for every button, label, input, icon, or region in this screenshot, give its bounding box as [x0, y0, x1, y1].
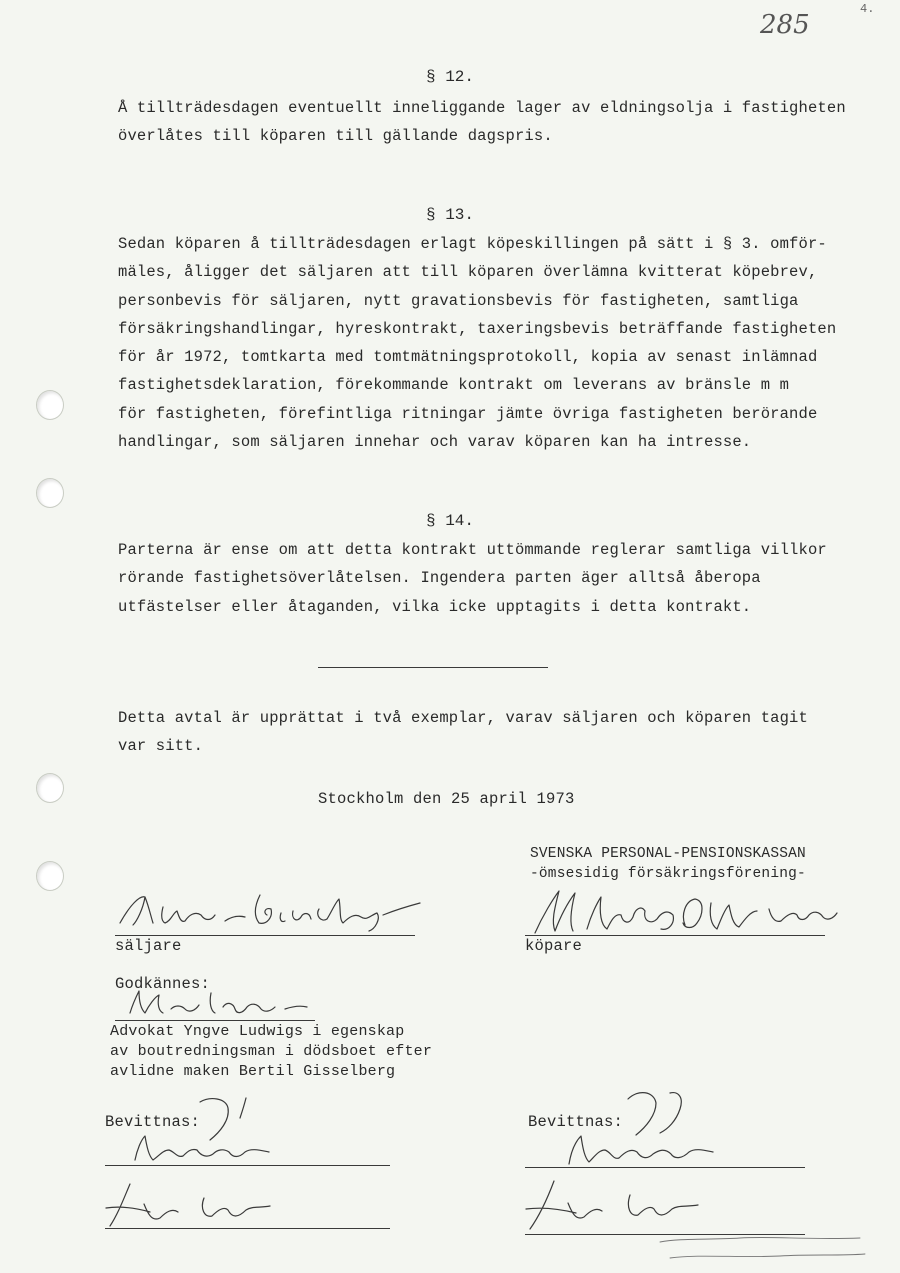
seller-label: säljare	[115, 937, 182, 955]
witness-left-signature-2	[100, 1178, 280, 1230]
text-line: handlingar, som säljaren innehar och varav köparen kan ha intresse.	[118, 433, 752, 452]
text-line: överlåtes till köparen till gällande dagspris.	[118, 127, 553, 146]
seller-signature	[115, 885, 435, 935]
buyer-signature-line	[525, 935, 825, 936]
page-number: 285	[760, 10, 810, 40]
text-line: utfästelser eller åtaganden, vilka icke upptagits i detta kontrakt.	[118, 597, 752, 616]
approval-signature	[125, 985, 345, 1019]
punch-hole	[36, 861, 64, 891]
approval-label: Godkännes:	[115, 975, 211, 993]
witness-left-label: Bevittnas:	[105, 1113, 201, 1131]
text-line: Sedan köparen å tillträdesdagen erlagt köpeskillingen på sätt i § 3. omför-	[118, 235, 827, 253]
section-body-12	[118, 94, 846, 151]
archive-stamp-mark	[650, 1228, 880, 1268]
text-line: var sitt.	[118, 737, 204, 756]
place-date: Stockholm den 25 april 1973	[318, 790, 575, 808]
text-line: rörande fastighetsöverlåtelsen. Ingendera parten äger alltså åberopa	[118, 569, 761, 588]
text-line: Parterna är ense om att detta kontrakt uttömmande reglerar samtliga villkor	[118, 541, 827, 559]
text-line: försäkringshandlingar, hyreskontrakt, taxeringsbevis beträffande fastigheten	[118, 319, 837, 338]
witness-left-line-1	[105, 1165, 390, 1166]
approval-line-2: av boutredningsman i dödsboet efter	[110, 1043, 433, 1060]
witness-right-signature-1	[555, 1130, 725, 1170]
closing-text	[118, 704, 838, 761]
text-line: personbevis för säljaren, nytt gravationsbevis för fastigheten, samtliga	[118, 291, 799, 310]
text-line: Å tillträdesdagen eventuellt inneliggande lager av eldningsolja i fastigheten	[118, 99, 846, 117]
witness-right-label: Bevittnas:	[528, 1113, 624, 1131]
text-line: fastighetsdeklaration, förekommande kontrakt om leverans av bränsle m m	[118, 376, 790, 395]
witness-left-signature-1	[125, 1130, 285, 1166]
text-line: för fastigheten, förefintliga ritningar jämte övriga fastigheten berörande	[118, 404, 818, 423]
approval-line-1: Advokat Yngve Ludwigs i egenskap	[110, 1023, 405, 1040]
section-separator	[318, 667, 548, 668]
section-heading-13: § 13.	[426, 206, 475, 224]
witness-left-line-2	[105, 1228, 390, 1229]
text-line: mäles, åligger det säljaren att till köparen överlämna kvitterat köpebrev,	[118, 263, 818, 282]
punch-hole	[36, 390, 64, 420]
section-body-14	[118, 536, 838, 621]
witness-right-signature-2	[520, 1175, 710, 1233]
section-heading-12: § 12.	[426, 68, 475, 86]
seller-signature-line	[115, 935, 415, 936]
section-body-13	[118, 230, 838, 456]
text-line: Detta avtal är upprättat i två exemplar, varav säljaren och köparen tagit	[118, 709, 808, 727]
buyer-org-type: -ömsesidig försäkringsförening-	[530, 866, 806, 882]
buyer-signature	[525, 885, 865, 940]
approval-line-3: avlidne maken Bertil Gisselberg	[110, 1063, 396, 1080]
corner-mark: 4.	[860, 2, 875, 16]
buyer-org-name: SVENSKA PERSONAL-PENSIONSKASSAN	[530, 846, 806, 862]
punch-hole	[36, 773, 64, 803]
witness-right-line-1	[525, 1167, 805, 1168]
punch-hole	[36, 478, 64, 508]
section-heading-14: § 14.	[426, 512, 475, 530]
buyer-label: köpare	[525, 937, 583, 955]
text-line: för år 1972, tomtkarta med tomtmätningsprotokoll, kopia av senast inlämnad	[118, 348, 818, 367]
approval-signature-line	[115, 1020, 315, 1021]
